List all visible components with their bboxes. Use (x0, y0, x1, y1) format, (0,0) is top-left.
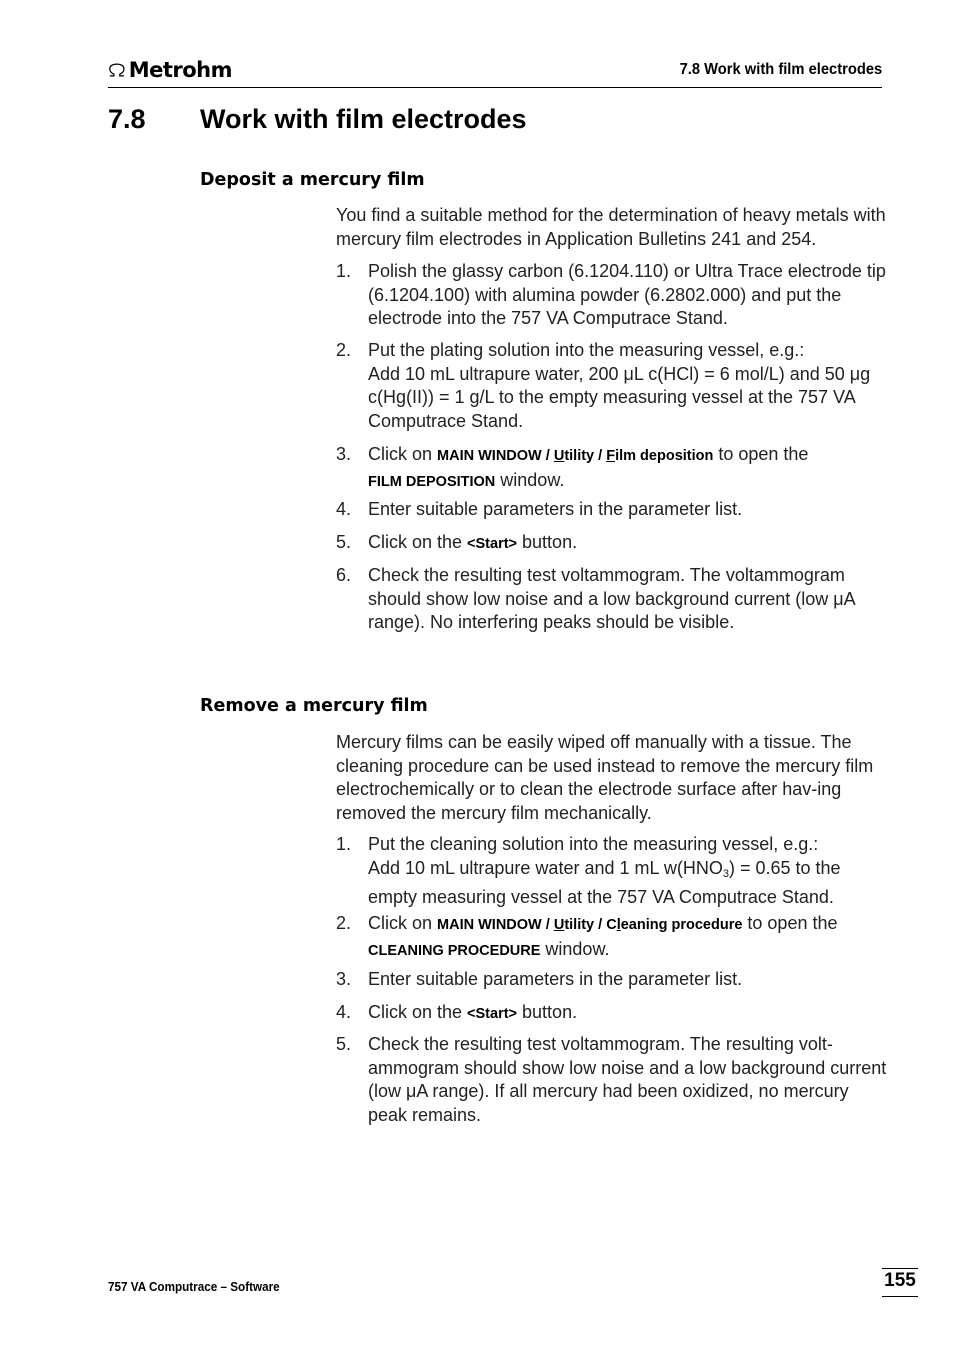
menu-utility-accel: U (553, 917, 565, 933)
subheading-remove: Remove a mercury film (200, 696, 428, 716)
list-text: window. (495, 469, 565, 490)
menu-separator: / (541, 448, 554, 464)
menu-utility: tility (564, 917, 595, 933)
menu-cleaning-procedure-first: C (606, 917, 617, 933)
list-text: button. (517, 1002, 578, 1022)
list-number: 2. (336, 913, 352, 933)
subscript: 3 (722, 867, 729, 880)
list-text: Click on the (368, 1002, 468, 1022)
menu-main-window: MAIN WINDOW (437, 917, 542, 933)
list-text: to open the (713, 444, 809, 464)
list-text: window. (540, 938, 610, 959)
list-text: Click on (368, 444, 438, 464)
list-text: Click on (368, 913, 438, 933)
menu-utility-accel: U (553, 448, 565, 464)
section-number: 7.8 (108, 104, 146, 134)
section-title: Work with film electrodes (200, 104, 527, 134)
list-number: 3. (336, 969, 352, 989)
omega-icon (108, 58, 126, 82)
menu-utility: tility (564, 448, 595, 464)
list-text: Enter suitable parameters in the parameter list. (368, 969, 743, 989)
list-text: Put the cleaning solution into the measuring vessel, e.g.: (368, 834, 819, 854)
subheading-deposit: Deposit a mercury film (200, 170, 425, 190)
list-number: 5. (336, 532, 352, 552)
list-text: Add 10 mL ultrapure water, 200 μL c(HCl) = 6 mol/L) and 50 μg c(Hg(II)) = 1 g/L to the empty measuring vessel at the 757 VA Computrace Stand. (368, 363, 871, 431)
menu-separator: / (594, 448, 607, 464)
list-text: Check the resulting test voltammogram. The resulting volt-ammogram should show low noise and a low background current (low μA range). If all mercury had been oxidized, no mercury peak remains. (368, 1034, 887, 1125)
list-number: 4. (336, 499, 352, 519)
menu-separator: / (594, 917, 607, 933)
start-button-label: <Start> (467, 536, 518, 552)
remove-intro: Mercury films can be easily wiped off manually with a tissue. The cleaning procedure can be used instead to remove the mercury film electrochemically or to clean the electrode surface after hav-ing removed the mercury film mechanically. (336, 732, 874, 823)
menu-separator: / (541, 917, 554, 933)
window-name-cleaning-procedure: CLEANING PROCEDURE (368, 942, 541, 959)
list-number: 5. (336, 1034, 352, 1054)
list-text: Check the resulting test voltammogram. The voltammogram should show low noise and a low background current (low μA range). No interfering peaks should be visible. (368, 565, 855, 632)
footer-text: 757 VA Computrace – Software (108, 1279, 280, 1294)
header-rule (108, 87, 882, 88)
list-number: 6. (336, 565, 352, 585)
list-text: Polish the glassy carbon (6.1204.110) or Ultra Trace electrode tip (6.1204.100) with alumina powder (6.2802.000) and put the electrode into the 757 VA Computrace Stand. (368, 261, 886, 328)
list-text: Click on the (368, 532, 468, 552)
start-button-label: <Start> (467, 1006, 518, 1022)
menu-cleaning-procedure-accel: l (616, 917, 621, 933)
logo-text: Metrohm (128, 58, 232, 82)
list-number: 2. (336, 340, 352, 360)
page-number: 155 (884, 1270, 916, 1291)
list-text: Add 10 mL ultrapure water and 1 mL w(HNO (368, 857, 723, 878)
page-number-rule (882, 1296, 918, 1297)
deposit-intro: You find a suitable method for the determination of heavy metals with mercury film electrodes in Application Bulletins 241 and 254. (336, 205, 886, 249)
list-text: button. (517, 532, 578, 552)
list-number: 1. (336, 261, 352, 281)
list-number: 4. (336, 1002, 352, 1022)
list-text: to open the (742, 913, 838, 933)
list-text: ) = 0.65 to the empty measuring vessel at the 757 VA Computrace Stand. (368, 857, 841, 907)
list-number: 3. (336, 444, 352, 464)
list-text: Put the plating solution into the measuring vessel, e.g.: (368, 340, 805, 360)
running-header-title: 7.8 Work with film electrodes (679, 61, 882, 78)
window-name-film-deposition: FILM DEPOSITION (368, 473, 496, 490)
menu-film-deposition-accel: F (606, 448, 616, 464)
menu-cleaning-procedure: eaning procedure (620, 917, 743, 933)
menu-main-window: MAIN WINDOW (437, 448, 542, 464)
page-number-rule (882, 1268, 918, 1269)
list-text: Enter suitable parameters in the parameter list. (368, 499, 743, 519)
metrohm-logo (108, 56, 232, 84)
menu-film-deposition: ilm deposition (615, 448, 714, 464)
list-number: 1. (336, 834, 352, 854)
